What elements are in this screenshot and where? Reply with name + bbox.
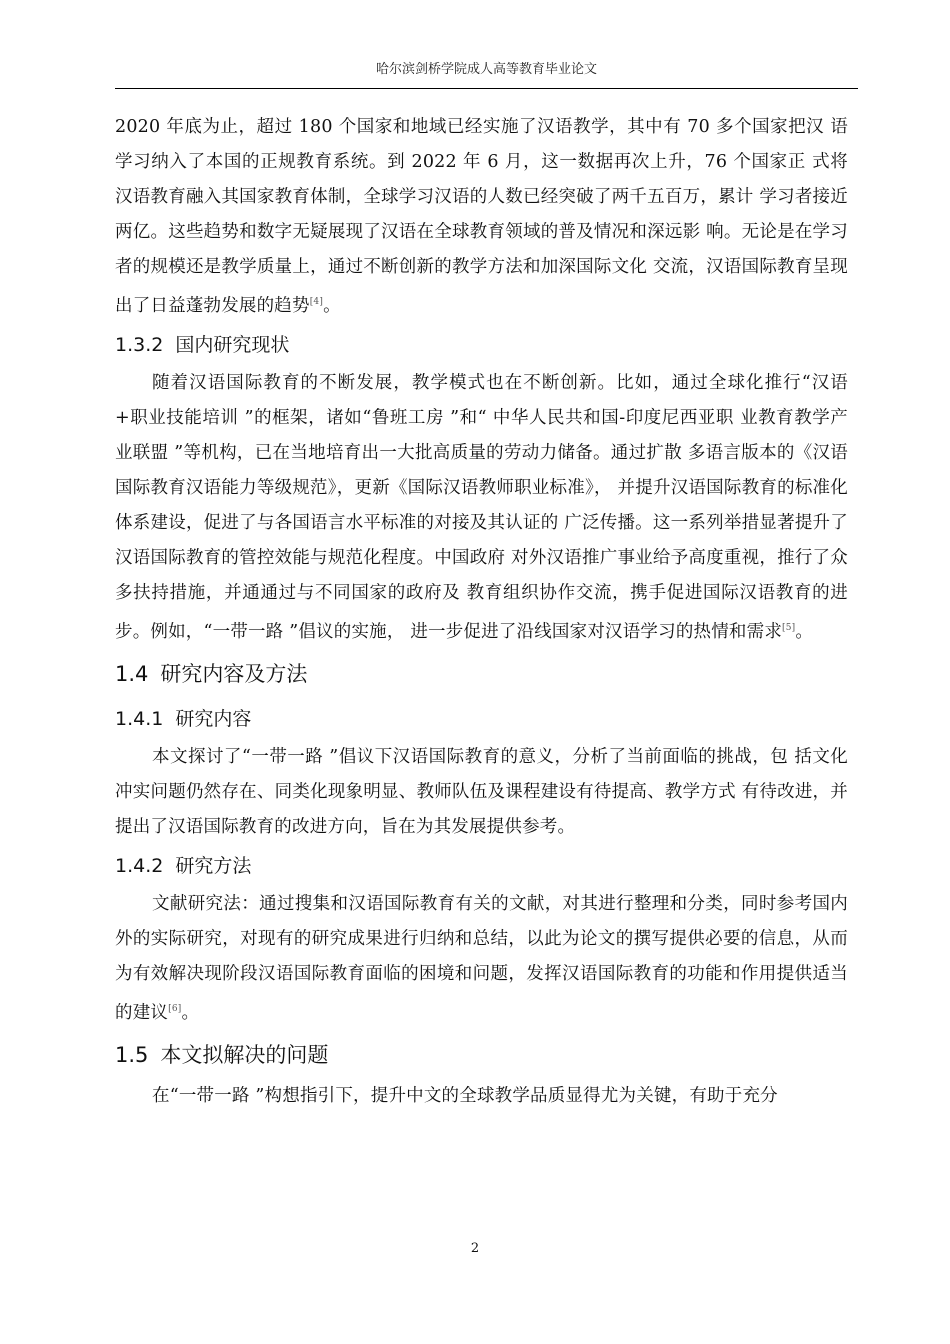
paragraph-domestic-status: 随着汉语国际教育的不断发展，教学模式也在不断创新。比如，通过全球化推行“汉语+职业技能培训 ”的框架，诸如“鲁班工房 ”和“ 中华人民共和国-印度尼西亚职 业教育教学产业联盟 ”等机构，已在当地培育出一大批高质量的劳动力储备。通过扩散 多语言版本的《汉语国际教育汉语能力等级规范》，更新《国际汉语教师职业标准》， 并提升汉语国际教育的标准化体系建设，促进了与各国语言水平标准的对接及其认证的 广泛传播。这一系列举措显著提升了汉语国际教育的管控效能与规范化程度。中国政府 对外汉语推广事业给予高度重视，推行了众多扶持措施，并通通过与不同国家的政府及 教育组织协作交流，携手促进国际汉语教育的进步。例如，“一带一路 ”倡议的实施， 进一步促进了沿线国家对汉语学习的热情和需求[5]。: [115, 373, 848, 642]
header-divider: [115, 88, 858, 89]
page-number: 2: [470, 1241, 480, 1256]
paragraph-research-method: 文献研究法：通过搜集和汉语国际教育有关的文献，对其进行整理和分类，同时参考国内外的实际研究，对现有的研究成果进行归纳和总结，以此为论文的撰写提供必要的信息，从而为有效解决现阶段汉语国际教育面临的困境和问题，发挥汉语国际教育的功能和作用提供适当的建议[6]。: [115, 894, 848, 1023]
heading-1-4: 1.4 研究内容及方法: [115, 662, 308, 686]
heading-1-4-2: 1.4.2 研究方法: [115, 855, 252, 877]
paragraph-problems: 在“一带一路 ”构想指引下，提升中文的全球教学品质显得尤为关键，有助于充分: [152, 1086, 778, 1106]
citation-5: [5]: [782, 623, 796, 633]
paragraph-research-content: 本文探讨了“一带一路 ”倡议下汉语国际教育的意义，分析了当前面临的挑战，包 括文化冲实问题仍然存在、同类化现象明显、教师队伍及课程建设有待提高、教学方式 有待改进，并提出了汉语国际教育的改进方向，旨在为其发展提供参考。: [115, 747, 848, 837]
heading-1-3-2: 1.3.2 国内研究现状: [115, 334, 290, 356]
citation-6: [6]: [168, 1004, 182, 1014]
heading-1-5: 1.5 本文拟解决的问题: [115, 1043, 329, 1067]
document-body: [115, 110, 848, 1114]
citation-4: [4]: [309, 297, 324, 307]
heading-1-4-1: 1.4.1 研究内容: [115, 708, 252, 730]
paragraph-overseas-status: 2020 年底为止，超过 180 个国家和地域已经实施了汉语教学，其中有 70 多个国家把汉 语学习纳入了本国的正规教育系统。到 2022 年 6 月，这一数据再次上升，76 个国家正 式将汉语教育融入其国家教育体制，全球学习汉语的人数已经突破了两千五百万，累计 学习者接近两亿。这些趋势和数字无疑展现了汉语在全球教育领域的普及情况和深远影 响。无论是在学习者的规模还是教学质量上，通过不断创新的教学方法和加深国际文化 交流，汉语国际教育呈现出了日益蓬勃发展的趋势[4]。: [115, 117, 848, 316]
page-header: 哈尔滨剑桥学院成人高等教育毕业论文: [375, 62, 597, 77]
